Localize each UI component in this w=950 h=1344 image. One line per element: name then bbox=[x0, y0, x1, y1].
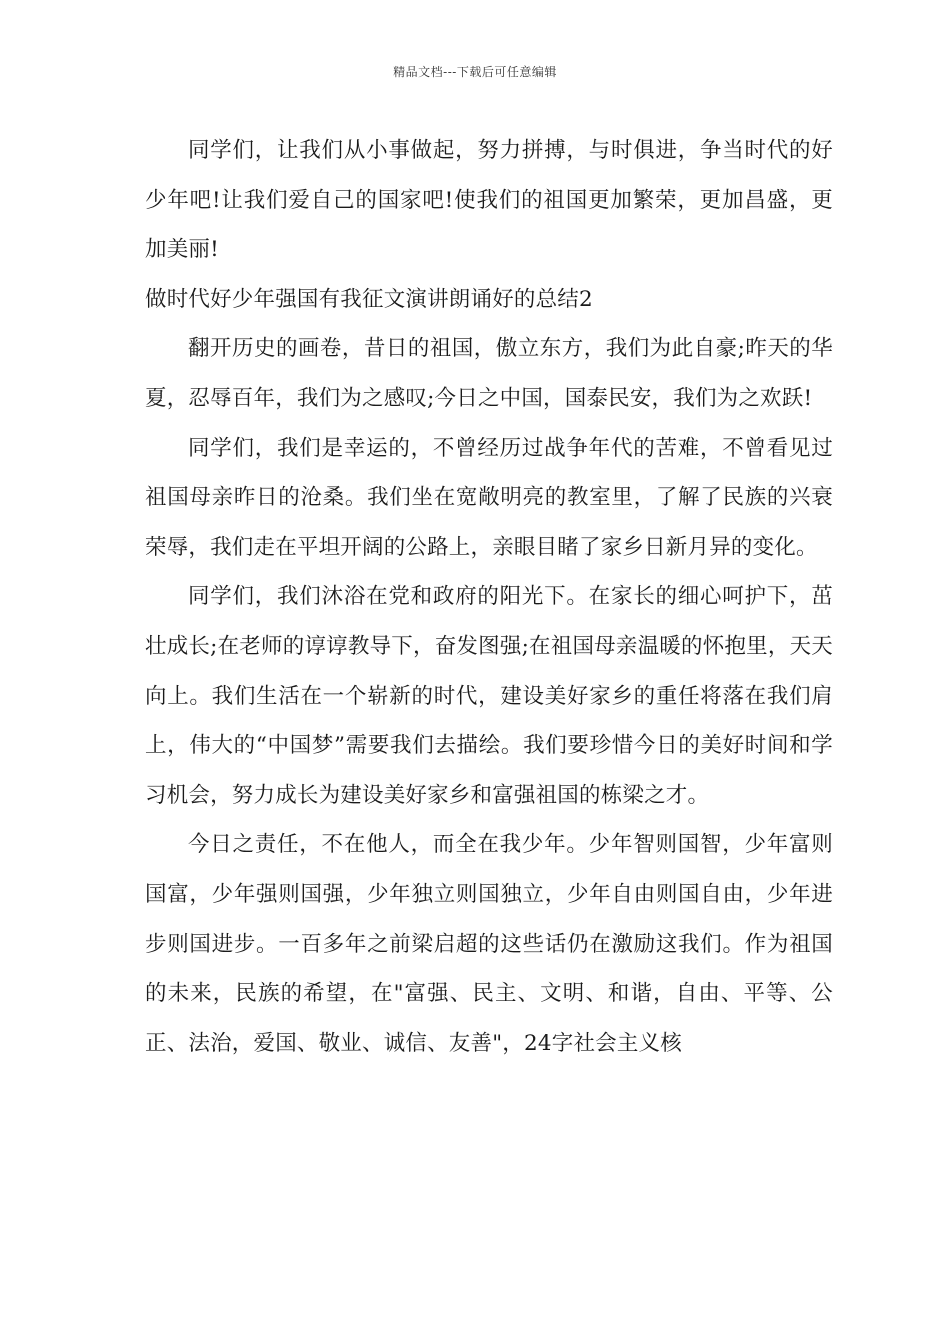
paragraph: 今日之责任，不在他人，而全在我少年。少年智则国智，少年富则国富，少年强则国强，少年独立则国独立，少年自由则国自由，少年进步则国进步。一百多年之前梁启超的这些话仍在激励这我们。作为祖国的未来，民族的希望，在"富强、民主、文明、和谐，自由、平等、公正、法治，爱国、敬业、诚信、友善"，24字社会主义核 bbox=[145, 832, 833, 1056]
paragraph: 同学们，我们是幸运的，不曾经历过战争年代的苦难，不曾看见过祖国母亲昨日的沧桑。我们坐在宽敞明亮的教室里，了解了民族的兴衰荣辱，我们走在平坦开阔的公路上，亲眼目睹了家乡日新月异的变化。 bbox=[145, 435, 833, 560]
page-header: 精品文档---下载后可任意编辑 bbox=[393, 65, 557, 79]
paragraph: 翻开历史的画卷，昔日的祖国，傲立东方，我们为此自豪;昨天的华夏，忍辱百年，我们为之感叹;今日之中国，国泰民安，我们为之欢跃! bbox=[145, 336, 833, 411]
paragraph: 同学们，让我们从小事做起，努力拼搏，与时俱进，争当时代的好少年吧!让我们爱自己的国家吧!使我们的祖国更加繁荣，更加昌盛，更加美丽! bbox=[145, 138, 833, 263]
section-title: 做时代好少年强国有我征文演讲朗诵好的总结2 bbox=[145, 286, 593, 312]
paragraph: 同学们，我们沐浴在党和政府的阳光下。在家长的细心呵护下，茁壮成长;在老师的谆谆教导下，奋发图强;在祖国母亲温暖的怀抱里，天天向上。我们生活在一个崭新的时代，建设美好家乡的重任将落在我们肩上，伟大的“中国梦”需要我们去描绘。我们要珍惜今日的美好时间和学习机会，努力成长为建设美好家乡和富强祖国的栋梁之才。 bbox=[145, 584, 833, 808]
document-body bbox=[145, 126, 833, 1068]
